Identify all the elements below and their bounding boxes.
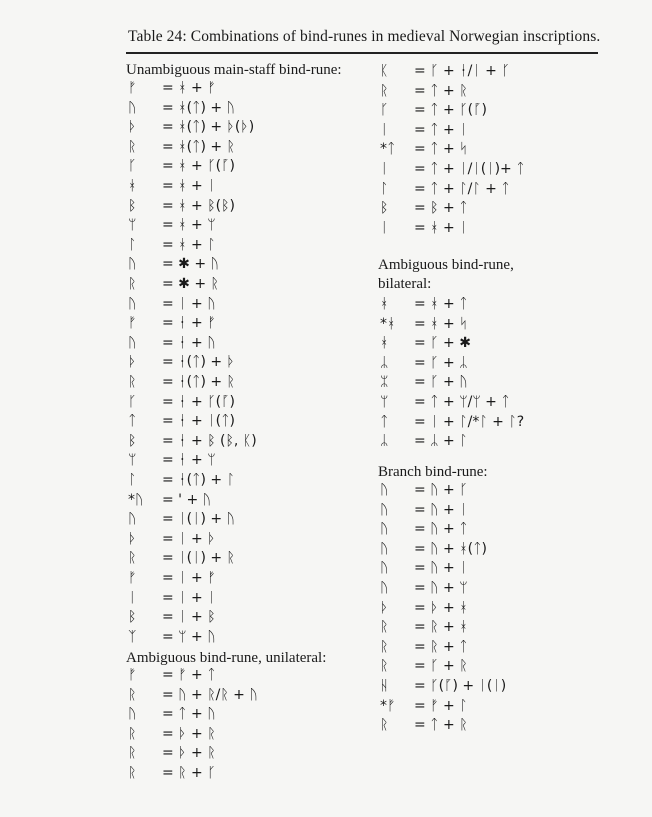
rune-combination: = ᚼ + ᛘ: [162, 217, 216, 234]
rune-combination: = ᚼ + ᛁ: [162, 178, 216, 194]
bind-rune: ᚺ: [380, 678, 389, 694]
rune-combination: = ᛁ + ᛒ: [162, 609, 216, 626]
rune-combination: = ᛁ + ᛁ: [162, 589, 216, 606]
rune-combination: = ᛦ + ᛚ: [414, 433, 468, 450]
bind-rune: ᛁ: [128, 589, 137, 606]
bind-rune: ᚢ: [380, 501, 389, 518]
bind-rune: ᚱ: [128, 276, 137, 292]
bind-rune: ᛁ: [380, 219, 389, 236]
bind-rune: ᛕ: [380, 63, 389, 79]
rune-combination: = ᛁ + ᚢ: [162, 295, 216, 312]
rune-combination: = ᚼ(ᛏ) + ᚱ: [162, 138, 235, 155]
bind-rune: ᛉ: [128, 628, 137, 645]
rune-combination: = ᚼ + ᛒ(ᛒ): [162, 197, 235, 214]
bind-rune: ᚱ: [128, 550, 137, 567]
rune-combination: = ᚢ + ᛁ: [414, 560, 468, 577]
rune-combination: = ᛁ + ᛚ/*ᛚ + ᛚ?: [414, 413, 525, 430]
caption-rule: [126, 52, 598, 54]
section-title: Ambiguous bind-rune, unilateral:: [126, 650, 327, 666]
rune-combination: = ᚼ + ᚴ(ᚵ): [162, 158, 235, 175]
rune-combination: = ᚴ + ✱: [414, 335, 471, 352]
bind-rune: ᛁ: [380, 161, 389, 177]
bind-rune: ᚢ: [128, 334, 137, 351]
rune-combination: = ᛘ + ᚢ: [162, 628, 216, 645]
bind-rune: ᛚ: [380, 180, 389, 197]
bind-rune: ᛘ: [128, 217, 137, 234]
rune-combination: = ᚴ + ᛦ: [414, 354, 468, 371]
rune-combination: = ᛁ(ᛁ) + ᚱ: [162, 550, 235, 567]
bind-rune: ᚱ: [380, 658, 389, 675]
bind-rune: ᛚ: [128, 236, 137, 253]
bind-rune: ᚢ: [380, 540, 389, 557]
bind-rune: ᚴ: [128, 158, 137, 175]
bind-rune: ᛘ: [128, 452, 137, 469]
bind-rune: ᛦ: [380, 354, 389, 371]
rune-combination: = ᚼ + ᛚ: [162, 236, 216, 253]
rune-combination: = ᚽ + ᛒ (ᛒ, ᛕ): [162, 432, 257, 449]
rune-combination: = ᛏ + ᚢ: [162, 706, 216, 723]
bind-rune: ᚢ: [128, 99, 137, 116]
rune-combination: = ᚦ + ᚱ: [162, 745, 216, 762]
bind-rune: ᚼ: [128, 178, 137, 194]
bind-rune: ᚦ: [128, 530, 137, 547]
bind-rune: ᚱ: [380, 717, 389, 734]
section-title: Unambiguous main-staff bind-rune:: [126, 62, 342, 78]
rune-combination: = ᚴ(ᚵ) + ᛁ(ᛁ): [414, 678, 507, 694]
rune-combination: = ᛒ + ᛏ: [414, 200, 468, 217]
rune-combination: = ᛏ + ᛘ/ᛘ + ᛏ: [414, 394, 510, 410]
bind-rune: ᚴ: [380, 102, 389, 119]
bind-rune: ᚠ: [128, 570, 137, 586]
rune-combination: = ᚢ + ᛘ: [414, 580, 468, 596]
rune-combination: = ᚽ + ᛁ(ᛏ): [162, 413, 235, 430]
rune-combination: = ᚼ(ᛏ) + ᚦ(ᚦ): [162, 119, 255, 136]
bind-rune: ᚱ: [128, 745, 137, 762]
rune-combination: = ᚽ + ᚢ: [162, 334, 216, 351]
bind-rune: ᚦ: [128, 119, 137, 136]
bind-rune: ᚢ: [128, 511, 137, 528]
bind-rune: ᚠ: [128, 667, 137, 683]
bind-rune: ᛒ: [128, 197, 137, 214]
rune-combination: = ᚽ(ᛏ) + ᚦ: [162, 354, 235, 371]
rune-combination: = ᚼ + ᚠ: [162, 80, 216, 96]
rune-combination: = ᚽ + ᚴ(ᚵ): [162, 393, 235, 410]
rune-combination: = ᚦ + ᚱ: [162, 725, 216, 742]
rune-combination: = ᚱ + ᚼ: [414, 619, 468, 636]
rune-combination: = ᛁ(ᛁ) + ᚢ: [162, 511, 235, 528]
bind-rune: ᚼ: [380, 296, 389, 312]
bind-rune: ᛘ: [380, 394, 389, 410]
rune-combination: = ᚢ + ᛏ: [414, 521, 468, 538]
rune-combination: = ᚽ(ᛏ) + ᛚ: [162, 472, 235, 488]
bind-rune: ᚢ: [380, 580, 389, 596]
rune-combination: = ᚢ + ᚴ: [414, 482, 468, 498]
bind-rune: ᛚ: [128, 472, 137, 488]
bind-rune: ᚢ: [380, 560, 389, 577]
rune-combination: = ᚢ + ᛁ: [414, 501, 468, 518]
rune-combination: = ᚼ + ᛏ: [414, 296, 468, 312]
bind-rune: ᚢ: [128, 295, 137, 312]
bind-rune: ᚢ: [128, 706, 137, 723]
rune-combination: = ᛏ + ᛚ/ᛚ + ᛏ: [414, 180, 510, 197]
bind-rune: ᚢ: [128, 256, 137, 273]
rune-combination: = ᚽ + ᛘ: [162, 452, 216, 469]
bind-rune: ᚼ: [380, 335, 389, 352]
rune-combination: = ᚦ + ᚼ: [414, 599, 468, 616]
bind-rune: ᚱ: [380, 638, 389, 655]
bind-rune: ᚢ: [380, 521, 389, 538]
bind-rune: ᛒ: [380, 200, 389, 217]
rune-combination: = ᚼ + ᛁ: [414, 219, 468, 236]
rune-combination: = ᛁ + ᚠ: [162, 570, 216, 586]
bind-rune: *ᚠ: [380, 697, 396, 714]
rune-combination: = ᚼ(ᛏ) + ᚢ: [162, 99, 235, 116]
rune-combination: = ᛏ + ᚱ: [414, 717, 468, 734]
rune-combination: = ᛏ + ᛋ: [414, 141, 468, 158]
bind-rune: ᚦ: [380, 599, 389, 616]
table-caption: Table 24: Combinations of bind-runes in medieval Norwegian inscriptions.: [128, 28, 601, 45]
rune-combination: = ᚴ + ᚱ: [414, 658, 468, 675]
bind-rune: ᛯ: [380, 374, 389, 391]
bind-rune: ᚱ: [128, 686, 137, 703]
bind-rune: ᚠ: [128, 80, 137, 96]
rune-combination: = ' + ᚢ: [162, 491, 212, 508]
rune-combination: = ᚼ + ᛋ: [414, 315, 468, 332]
bind-rune: ᚴ: [128, 393, 137, 410]
bind-rune: ᚱ: [128, 765, 137, 781]
bind-rune: ᚱ: [380, 619, 389, 636]
bind-rune: ᛦ: [380, 433, 389, 450]
rune-combination: = ᚠ + ᛚ: [414, 697, 468, 714]
rune-combination: = ᚱ + ᚴ: [162, 765, 216, 781]
rune-combination: = ᛁ + ᚦ: [162, 530, 216, 547]
rune-combination: = ᚴ + ᚢ: [414, 374, 468, 391]
rune-combination: = ᛏ + ᛁ/ᛁ(ᛁ)+ ᛏ: [414, 161, 525, 177]
rune-combination: = ✱ + ᚱ: [162, 276, 219, 292]
rune-combination: = ᚢ + ᚼ(ᛏ): [414, 540, 487, 557]
bind-rune: *ᚼ: [380, 315, 396, 332]
bind-rune: ᛒ: [128, 609, 137, 626]
rune-combination: = ᚴ + ᚽ/ᛁ + ᚴ: [414, 63, 510, 79]
rune-combination: = ✱ + ᚢ: [162, 256, 219, 273]
bind-rune: ᛒ: [128, 432, 137, 449]
bind-rune: ᚱ: [128, 138, 137, 155]
bind-rune: ᚠ: [128, 315, 137, 332]
bind-rune: ᚱ: [128, 374, 137, 390]
rune-combination: = ᛏ + ᚱ: [414, 82, 468, 99]
section-title: Branch bind-rune:: [378, 464, 488, 480]
rune-combination: = ᚱ + ᛏ: [414, 638, 468, 655]
rune-combination: = ᚢ + ᚱ/ᚱ + ᚢ: [162, 686, 258, 703]
rune-combination: = ᚽ + ᚠ: [162, 315, 216, 332]
bind-rune: ᛁ: [380, 121, 389, 138]
bind-rune: ᛏ: [128, 413, 137, 430]
bind-rune: *ᚢ: [128, 491, 144, 508]
bind-rune: ᚢ: [380, 482, 389, 498]
bind-rune: *ᛏ: [380, 141, 396, 158]
bind-rune: ᚱ: [128, 725, 137, 742]
section-title: Ambiguous bind-rune, bilateral:: [378, 257, 514, 292]
bind-rune: ᚱ: [380, 82, 389, 99]
rune-combination: = ᛏ + ᚴ(ᚵ): [414, 102, 487, 119]
rune-combination: = ᚠ + ᛏ: [162, 667, 216, 683]
bind-rune: ᚦ: [128, 354, 137, 371]
rune-combination: = ᛏ + ᛁ: [414, 121, 468, 138]
rune-combination: = ᚽ(ᛏ) + ᚱ: [162, 374, 235, 390]
bind-rune: ᛏ: [380, 413, 389, 430]
